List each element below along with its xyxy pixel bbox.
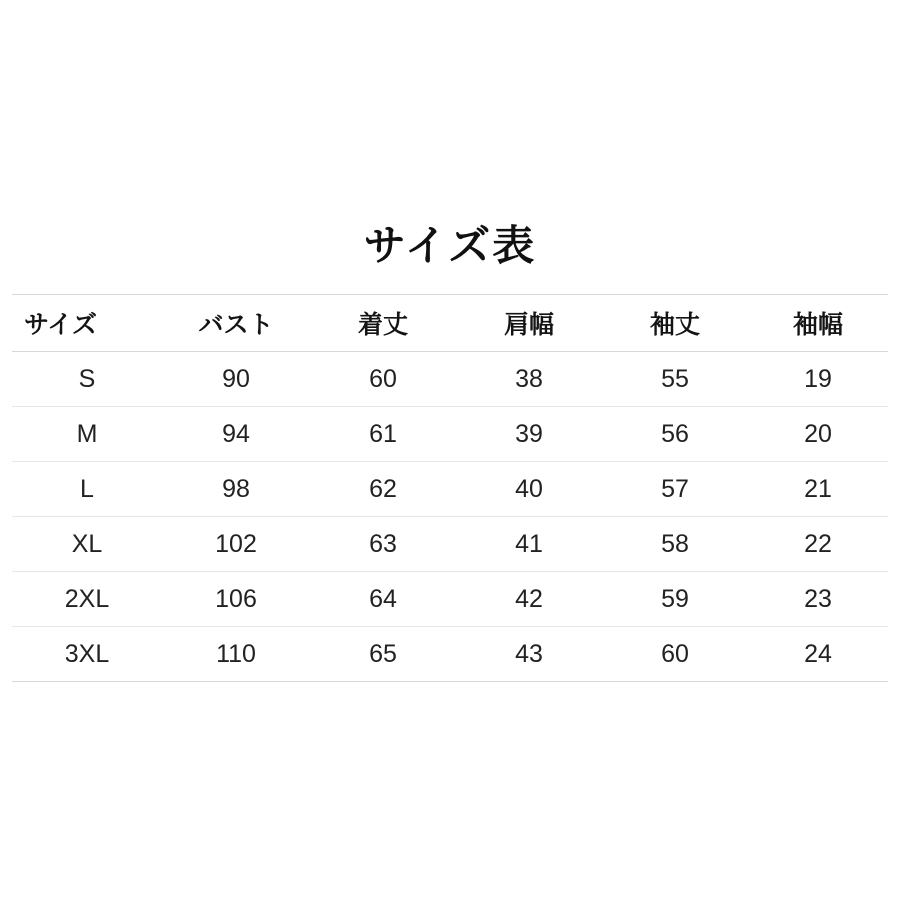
page-title: サイズ表 <box>363 224 537 270</box>
cell-sleeve-length: 57 <box>602 462 748 517</box>
cell-shoulder: 42 <box>456 572 602 627</box>
size-table-container <box>12 294 888 682</box>
cell-bust: 90 <box>162 352 310 407</box>
table-row <box>12 462 888 517</box>
table-header-row <box>12 295 888 352</box>
table-row <box>12 517 888 572</box>
table-row <box>12 352 888 407</box>
cell-sleeve-width: 21 <box>748 462 888 517</box>
table-body <box>12 352 888 682</box>
cell-shoulder: 38 <box>456 352 602 407</box>
column-header-sleeve-length: 袖丈 <box>602 295 748 352</box>
cell-length: 63 <box>310 517 456 572</box>
cell-bust: 110 <box>162 627 310 682</box>
cell-bust: 94 <box>162 407 310 462</box>
cell-length: 62 <box>310 462 456 517</box>
cell-shoulder: 40 <box>456 462 602 517</box>
cell-bust: 102 <box>162 517 310 572</box>
cell-size: M <box>12 407 162 462</box>
cell-length: 64 <box>310 572 456 627</box>
cell-sleeve-width: 23 <box>748 572 888 627</box>
column-header-shoulder: 肩幅 <box>456 295 602 352</box>
table-row <box>12 572 888 627</box>
cell-sleeve-length: 55 <box>602 352 748 407</box>
table-row <box>12 627 888 682</box>
cell-bust: 98 <box>162 462 310 517</box>
cell-sleeve-length: 59 <box>602 572 748 627</box>
cell-size: 2XL <box>12 572 162 627</box>
cell-size: 3XL <box>12 627 162 682</box>
cell-sleeve-length: 58 <box>602 517 748 572</box>
column-header-bust: バスト <box>162 295 310 352</box>
size-table <box>12 294 888 682</box>
table-row <box>12 407 888 462</box>
cell-shoulder: 43 <box>456 627 602 682</box>
cell-length: 65 <box>310 627 456 682</box>
table-header <box>12 295 888 352</box>
cell-sleeve-length: 60 <box>602 627 748 682</box>
cell-shoulder: 41 <box>456 517 602 572</box>
cell-sleeve-width: 19 <box>748 352 888 407</box>
cell-sleeve-width: 20 <box>748 407 888 462</box>
cell-sleeve-width: 22 <box>748 517 888 572</box>
column-header-length: 着丈 <box>310 295 456 352</box>
cell-shoulder: 39 <box>456 407 602 462</box>
cell-sleeve-length: 56 <box>602 407 748 462</box>
cell-size: XL <box>12 517 162 572</box>
column-header-sleeve-width: 袖幅 <box>748 295 888 352</box>
column-header-size: サイズ <box>12 295 162 352</box>
cell-sleeve-width: 24 <box>748 627 888 682</box>
cell-length: 61 <box>310 407 456 462</box>
cell-length: 60 <box>310 352 456 407</box>
cell-size: S <box>12 352 162 407</box>
cell-size: L <box>12 462 162 517</box>
cell-bust: 106 <box>162 572 310 627</box>
